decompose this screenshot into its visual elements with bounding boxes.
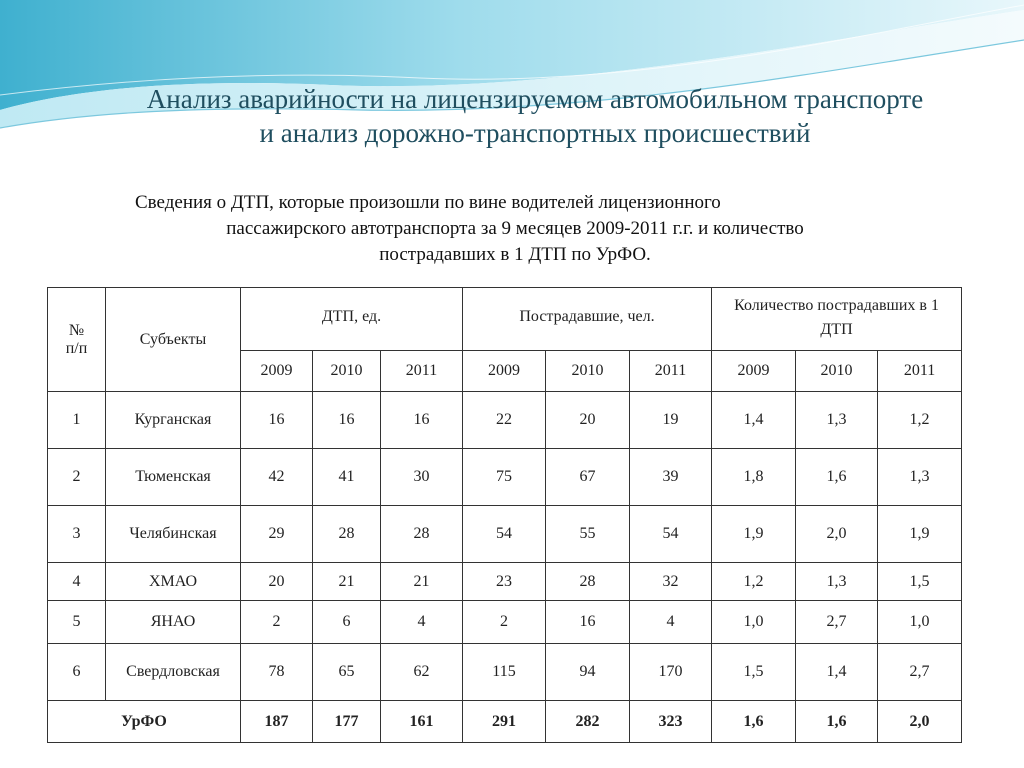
total-value-cell: 187 [241, 701, 313, 743]
table-caption-line-3: пострадавших в 1 ДТП по УрФО. [379, 244, 651, 265]
row-value-cell: 16 [381, 392, 463, 449]
row-subject: Челябинская [106, 506, 241, 563]
year-header-cell: 2009 [712, 351, 796, 392]
row-value-cell: 115 [463, 644, 546, 701]
total-value-cell: 2,0 [878, 701, 962, 743]
row-value-cell: 20 [241, 563, 313, 601]
row-number: 3 [48, 506, 106, 563]
row-value-cell: 170 [630, 644, 712, 701]
year-header-cell: 2011 [878, 351, 962, 392]
table-total-row [48, 701, 962, 743]
row-number: 6 [48, 644, 106, 701]
row-number: 4 [48, 563, 106, 601]
row-value-cell: 22 [463, 392, 546, 449]
row-value-cell: 4 [630, 601, 712, 644]
row-value-cell: 65 [313, 644, 381, 701]
header-victims-group-label: Пострадавшие, чел. [519, 308, 655, 325]
row-value-cell: 1,3 [796, 563, 878, 601]
row-number: 2 [48, 449, 106, 506]
table-caption-line-1: Сведения о ДТП, которые произошли по вине водителей лицензионного [135, 192, 721, 213]
total-value-cell: 323 [630, 701, 712, 743]
row-value-cell: 1,4 [796, 644, 878, 701]
row-value-cell: 19 [630, 392, 712, 449]
row-value-cell: 1,8 [712, 449, 796, 506]
total-value-cell: 282 [546, 701, 630, 743]
row-value-cell: 6 [313, 601, 381, 644]
slide-title [60, 82, 1010, 150]
row-value-cell: 2 [463, 601, 546, 644]
row-value-cell: 28 [546, 563, 630, 601]
year-header-cell: 2010 [796, 351, 878, 392]
row-value-cell: 1,4 [712, 392, 796, 449]
row-value-cell: 1,9 [878, 506, 962, 563]
row-value-cell: 16 [546, 601, 630, 644]
header-per-dtp-group [712, 288, 962, 351]
row-value-cell: 1,6 [796, 449, 878, 506]
row-value-cell: 28 [313, 506, 381, 563]
row-value-cell: 67 [546, 449, 630, 506]
year-header-cell: 2010 [546, 351, 630, 392]
row-value-cell: 16 [313, 392, 381, 449]
row-value-cell: 55 [546, 506, 630, 563]
row-value-cell: 78 [241, 644, 313, 701]
header-num-line-1: № [68, 321, 85, 339]
table-row [48, 644, 962, 701]
row-number: 5 [48, 601, 106, 644]
table-caption-line-2: пассажирского автотранспорта за 9 месяцев 2009-2011 г.г. и количество [226, 218, 804, 239]
total-value-cell: 1,6 [796, 701, 878, 743]
row-value-cell: 1,5 [878, 563, 962, 601]
row-value-cell: 75 [463, 449, 546, 506]
row-subject: Курганская [106, 392, 241, 449]
row-subject: Свердловская [106, 644, 241, 701]
row-value-cell: 21 [313, 563, 381, 601]
row-subject: ЯНАО [106, 601, 241, 644]
row-value-cell: 4 [381, 601, 463, 644]
row-value-cell: 30 [381, 449, 463, 506]
table-row [48, 506, 962, 563]
header-dtp-group [241, 288, 463, 351]
header-victims-group [463, 288, 712, 351]
row-value-cell: 32 [630, 563, 712, 601]
total-value-cell: 177 [313, 701, 381, 743]
row-value-cell: 2,7 [878, 644, 962, 701]
total-value-cell: 161 [381, 701, 463, 743]
table-row [48, 563, 962, 601]
row-value-cell: 2,0 [796, 506, 878, 563]
row-value-cell: 1,9 [712, 506, 796, 563]
row-value-cell: 41 [313, 449, 381, 506]
year-header-cell: 2010 [313, 351, 381, 392]
accident-statistics-table [47, 287, 962, 743]
row-value-cell: 54 [630, 506, 712, 563]
row-value-cell: 1,0 [878, 601, 962, 644]
year-header-cell: 2009 [463, 351, 546, 392]
header-num [48, 288, 106, 392]
row-subject: Тюменская [106, 449, 241, 506]
row-value-cell: 1,2 [712, 563, 796, 601]
slide-title-line-1: Анализ аварийности на лицензируемом автомобильном транспорте [146, 84, 924, 114]
year-header-cell: 2009 [241, 351, 313, 392]
row-value-cell: 21 [381, 563, 463, 601]
row-value-cell: 1,5 [712, 644, 796, 701]
header-dtp-group-label: ДТП, ед. [321, 308, 382, 325]
row-value-cell: 2 [241, 601, 313, 644]
total-value-cell: 1,6 [712, 701, 796, 743]
header-subject: Субъекты [106, 288, 241, 392]
total-label: УрФО [48, 701, 241, 743]
row-value-cell: 54 [463, 506, 546, 563]
total-value-cell: 291 [463, 701, 546, 743]
table-row [48, 449, 962, 506]
table-row [48, 392, 962, 449]
table-header-row [48, 288, 962, 351]
row-value-cell: 23 [463, 563, 546, 601]
year-header-cell: 2011 [630, 351, 712, 392]
row-value-cell: 1,3 [796, 392, 878, 449]
row-value-cell: 62 [381, 644, 463, 701]
table-row [48, 601, 962, 644]
row-value-cell: 20 [546, 392, 630, 449]
header-num-line-2: п/п [65, 339, 88, 357]
row-subject: ХМАО [106, 563, 241, 601]
row-value-cell: 1,3 [878, 449, 962, 506]
row-value-cell: 29 [241, 506, 313, 563]
row-value-cell: 94 [546, 644, 630, 701]
row-number: 1 [48, 392, 106, 449]
row-value-cell: 2,7 [796, 601, 878, 644]
row-value-cell: 16 [241, 392, 313, 449]
row-value-cell: 1,2 [878, 392, 962, 449]
row-value-cell: 28 [381, 506, 463, 563]
header-per-dtp-group-label: Количество пострадавших в 1 ДТП [734, 297, 939, 338]
slide-title-line-2: и анализ дорожно-транспортных происшествий [259, 118, 811, 148]
row-value-cell: 1,0 [712, 601, 796, 644]
year-header-cell: 2011 [381, 351, 463, 392]
row-value-cell: 39 [630, 449, 712, 506]
row-value-cell: 42 [241, 449, 313, 506]
table-caption [130, 190, 900, 268]
